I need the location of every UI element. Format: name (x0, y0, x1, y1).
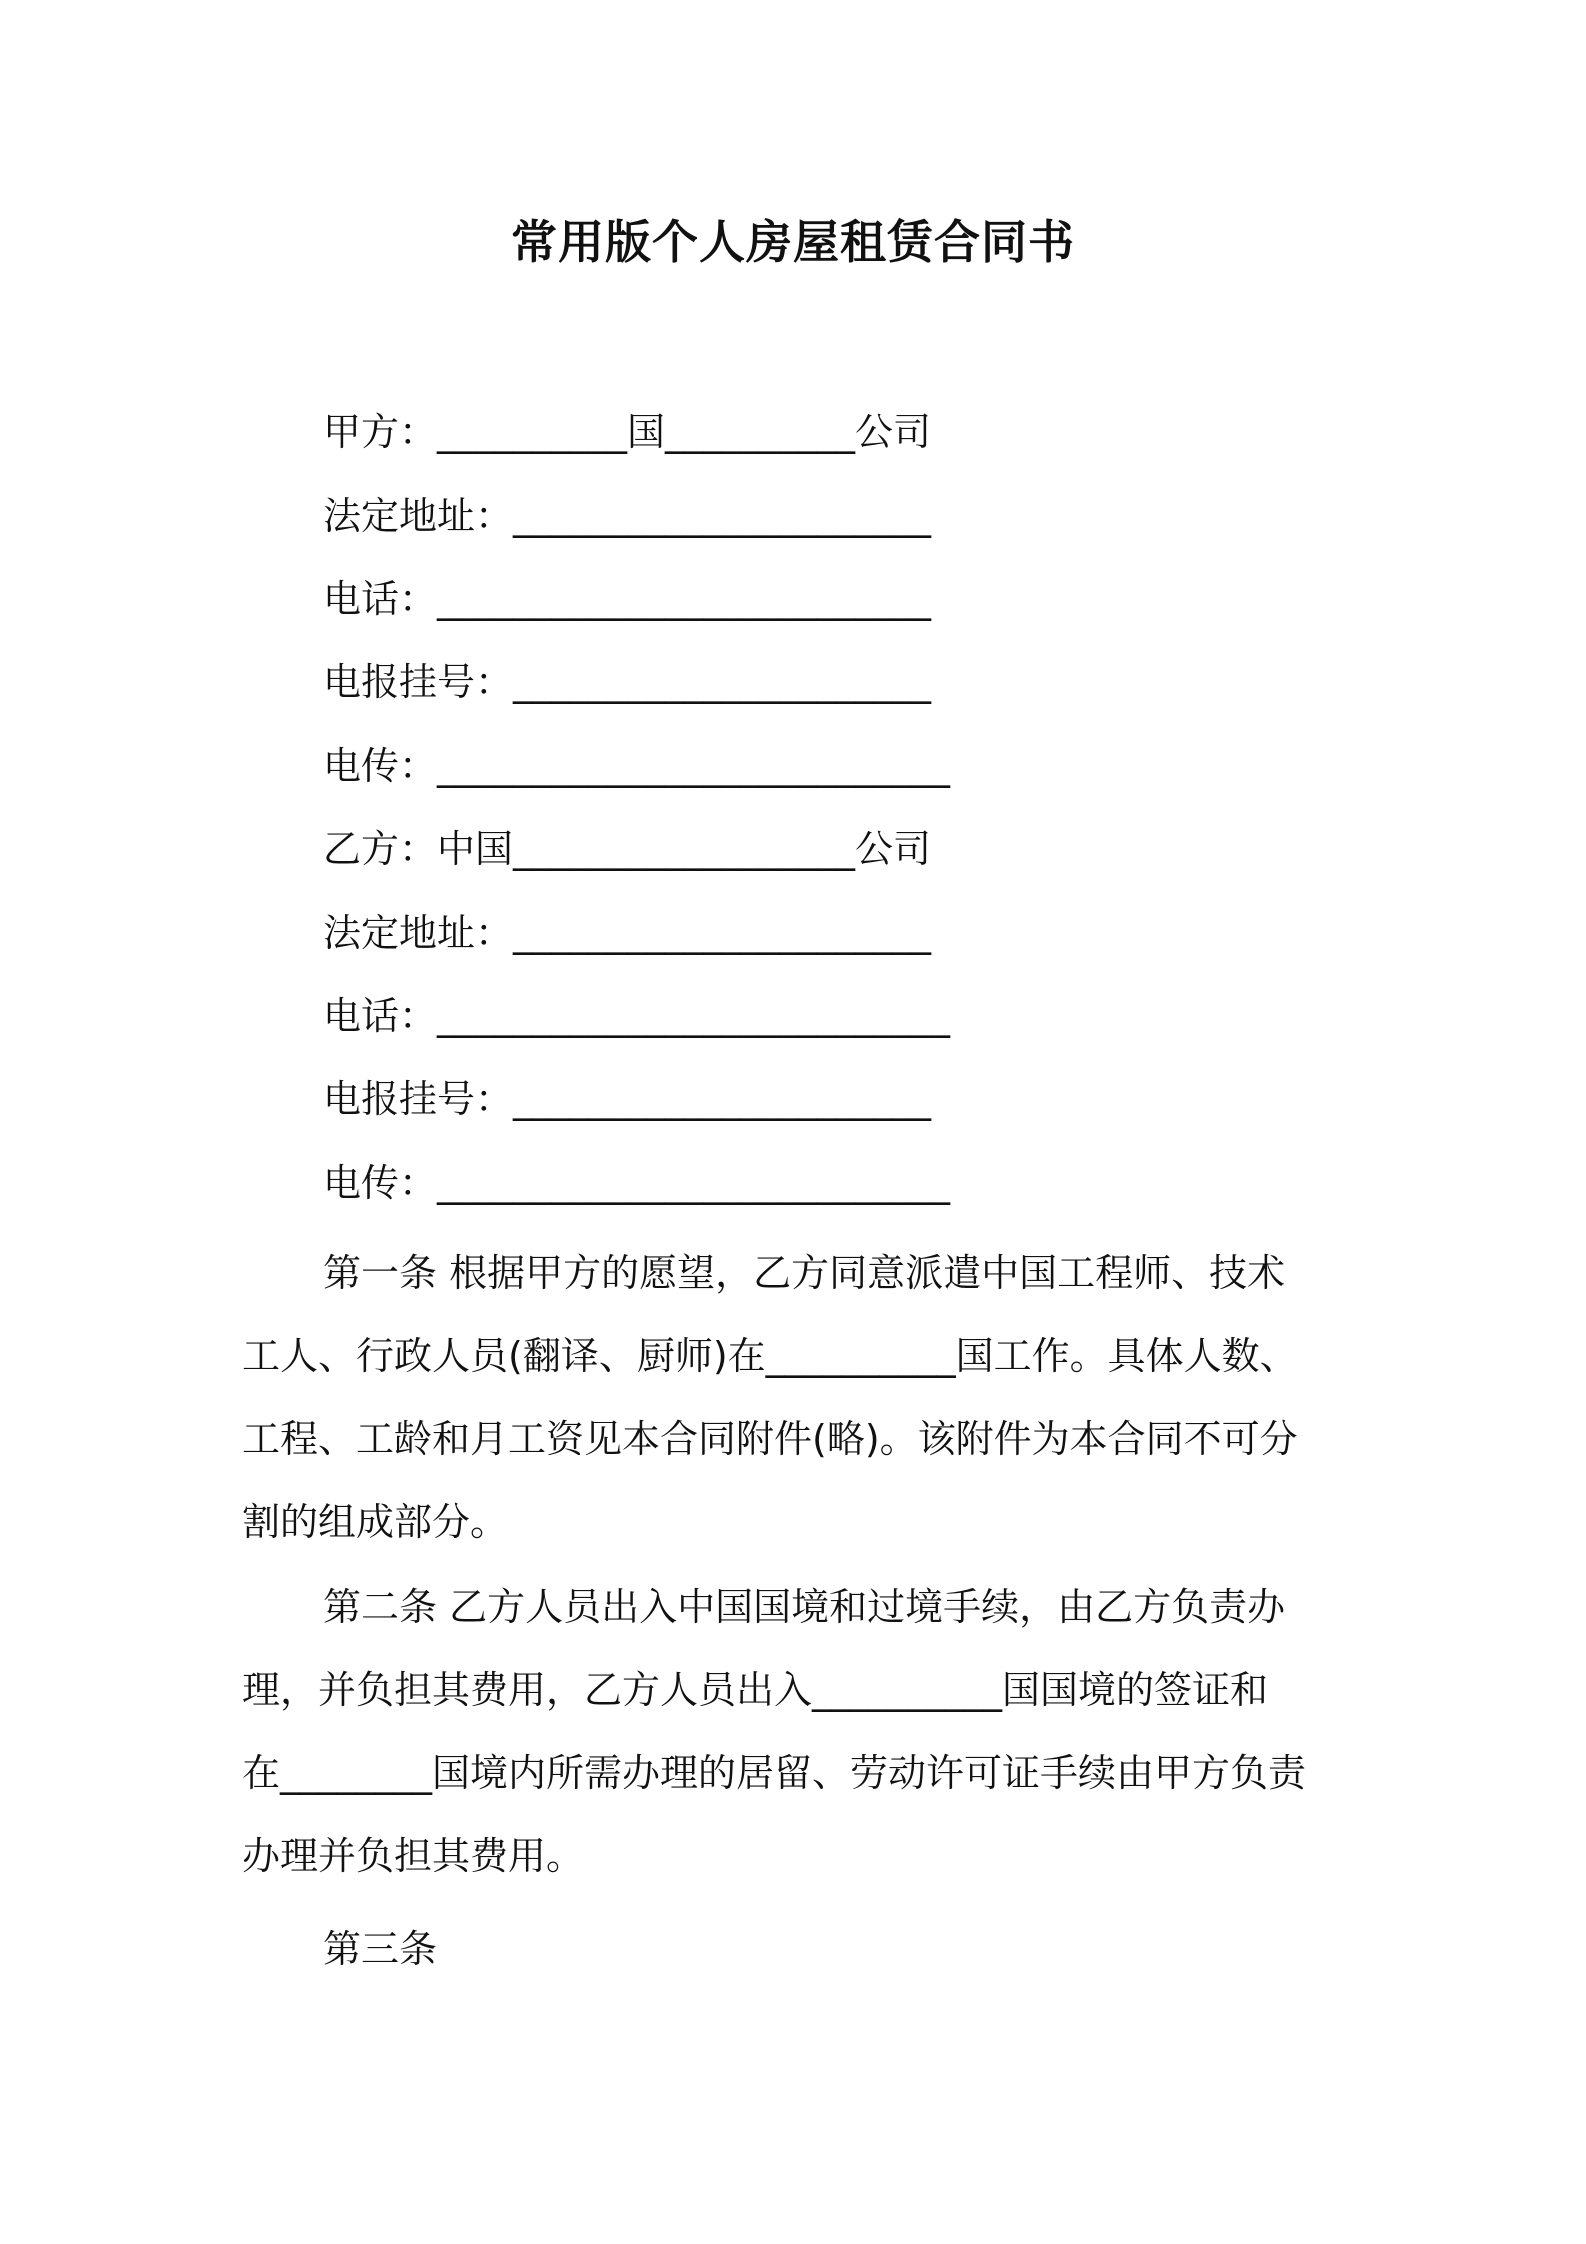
party-a-address-line: 法定地址：______________________ (323, 494, 932, 538)
article-2-line-2: 理，并负担其费用，乙方人员出入__________国国境的签证和 (242, 1668, 1269, 1712)
article-1-paragraph (242, 1232, 1362, 1564)
party-b-phone-line: 电话：___________________________ (323, 994, 951, 1038)
article-1-line-4: 割的组成部分。 (242, 1500, 509, 1544)
article-3-heading: 第三条 (323, 1927, 438, 1971)
article-2-line-3: 在________国境内所需办理的居留、劳动许可证手续由甲方负责 (242, 1751, 1307, 1795)
document-title: 常用版个人房屋租赁合同书 (511, 215, 1075, 269)
article-2-line-1: 第二条 乙方人员出入中国国境和过境手续，由乙方负责办 (323, 1585, 1286, 1629)
party-b-address-line: 法定地址：______________________ (323, 911, 932, 955)
party-a-phone-line: 电话：__________________________ (323, 577, 932, 621)
party-a-telegraph-line: 电报挂号：______________________ (323, 660, 932, 704)
article-2-paragraph (242, 1566, 1362, 1898)
party-a-name-line: 甲方：__________国__________公司 (323, 410, 932, 454)
party-a-fax-line: 电传：___________________________ (323, 744, 951, 788)
article-2-line-4: 办理并负担其费用。 (242, 1834, 585, 1878)
party-b-name-line: 乙方：中国__________________公司 (323, 827, 932, 871)
article-1-line-1: 第一条 根据甲方的愿望，乙方同意派遣中国工程师、技术 (323, 1251, 1286, 1295)
party-b-fax-line: 电传：___________________________ (323, 1161, 951, 1205)
article-1-line-2: 工人、行政人员(翻译、厨师)在__________国工作。具体人数、 (242, 1334, 1298, 1378)
article-1-line-3: 工程、工龄和月工资见本合同附件(略)。该附件为本合同不可分 (242, 1417, 1298, 1461)
party-b-telegraph-line: 电报挂号：______________________ (323, 1077, 932, 1121)
